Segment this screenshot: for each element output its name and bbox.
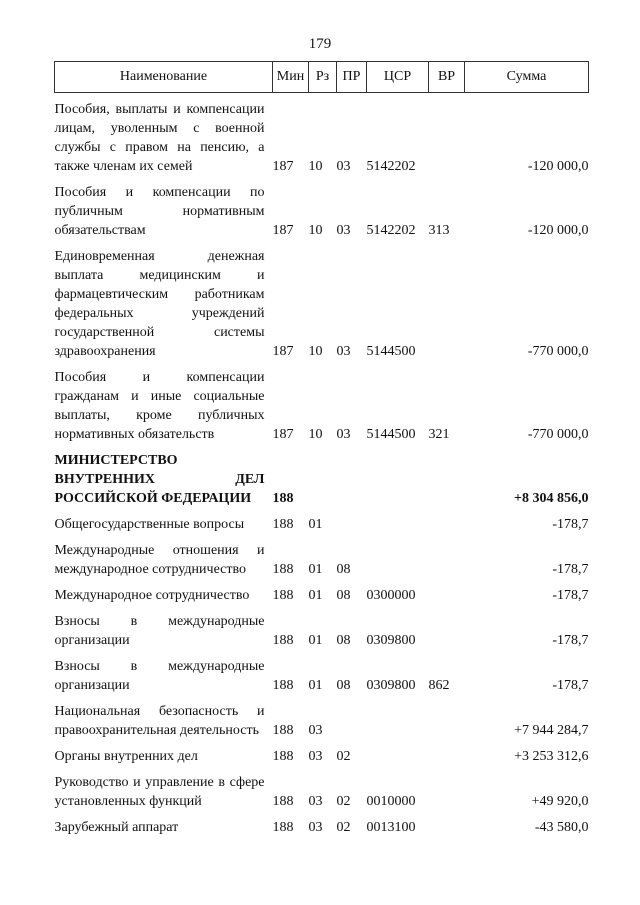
cell-sum: +49 920,0 (531, 794, 589, 809)
cell-pr: 08 (336, 562, 351, 577)
header-sum: Сумма (465, 62, 589, 93)
cell-rz: 01 (308, 633, 323, 648)
budget-table (54, 61, 589, 837)
cell-csr: 5144500 (366, 344, 416, 359)
cell-vr (429, 93, 465, 177)
cell-min: 187 (272, 223, 294, 238)
header-csr: ЦСР (367, 62, 429, 93)
cell-rz: 10 (308, 427, 323, 442)
cell-pr: 02 (336, 749, 351, 764)
cell-vr (429, 240, 465, 361)
cell-vr (429, 811, 465, 837)
cell-pr: 02 (336, 820, 351, 835)
cell-min: 187 (272, 159, 294, 174)
table-body (55, 93, 589, 838)
cell-min: 187 (272, 427, 294, 442)
cell-min: 188 (272, 588, 294, 603)
cell-name: Взносы в международные организации (54, 659, 265, 693)
cell-vr (429, 444, 465, 508)
cell-sum: +3 253 312,6 (514, 749, 589, 764)
cell-min: 188 (272, 678, 294, 693)
cell-rz: 10 (308, 223, 323, 238)
cell-csr (367, 534, 429, 579)
cell-rz: 01 (308, 517, 323, 532)
cell-sum: -120 000,0 (527, 223, 589, 238)
cell-rz: 01 (308, 678, 323, 693)
cell-sum: -770 000,0 (527, 427, 589, 442)
table-row (55, 811, 589, 837)
cell-min: 188 (272, 723, 294, 738)
cell-min: 188 (272, 562, 294, 577)
cell-csr: 0300000 (366, 588, 416, 603)
cell-name: Пособия, выплаты и компенсации лицам, уволенным с военной службы с правом на пенсию, а также членам их семей (54, 102, 265, 174)
cell-pr: 03 (336, 159, 351, 174)
cell-vr (429, 740, 465, 766)
cell-sum: -178,7 (552, 678, 589, 693)
cell-csr: 0010000 (366, 794, 416, 809)
cell-rz: 01 (308, 588, 323, 603)
table-row (55, 740, 589, 766)
cell-csr: 5142202 (366, 159, 416, 174)
cell-rz: 10 (308, 344, 323, 359)
table-row (55, 361, 589, 444)
cell-name: Пособия и компенсации по публичным нормативным обязательствам (54, 185, 265, 238)
cell-csr: 0013100 (366, 820, 416, 835)
cell-sum: -770 000,0 (527, 344, 589, 359)
cell-min: 188 (272, 749, 294, 764)
table-row (55, 176, 589, 240)
cell-vr (429, 605, 465, 650)
cell-name: Национальная безопасность и правоохранительная деятельность (54, 704, 265, 738)
cell-vr: 313 (428, 223, 450, 238)
cell-rz: 03 (308, 794, 323, 809)
table-row (55, 93, 589, 177)
cell-name: Единовременная денежная выплата медицинским и фармацевтическим работникам федеральных учреждений государственной системы здравоохранения (54, 249, 265, 359)
cell-name: Руководство и управление в сфере установленных функций (54, 775, 265, 809)
cell-vr (429, 579, 465, 605)
table-header-row (55, 62, 589, 93)
cell-csr (367, 508, 429, 534)
header-name: Наименование (55, 62, 273, 93)
cell-name: МИНИСТЕРСТВО ВНУТРЕННИХ ДЕЛ РОССИЙСКОЙ ФЕДЕРАЦИИ (54, 453, 265, 506)
cell-pr (337, 508, 367, 534)
cell-min: 188 (272, 794, 294, 809)
table-row (55, 508, 589, 534)
cell-csr: 5144500 (366, 427, 416, 442)
cell-sum: -178,7 (552, 588, 589, 603)
cell-name: Органы внутренних дел (54, 749, 198, 764)
cell-rz: 03 (308, 749, 323, 764)
cell-pr (337, 444, 367, 508)
cell-min: 188 (272, 820, 294, 835)
cell-rz: 03 (308, 820, 323, 835)
cell-csr: 5142202 (366, 223, 416, 238)
cell-sum: +8 304 856,0 (514, 491, 589, 506)
header-min: Мин (273, 62, 309, 93)
cell-min: 188 (272, 491, 294, 506)
header-rz: Рз (309, 62, 337, 93)
cell-csr (367, 695, 429, 740)
header-vr: ВР (429, 62, 465, 93)
cell-vr (429, 695, 465, 740)
cell-min: 188 (272, 633, 294, 648)
cell-sum: -178,7 (552, 517, 589, 532)
table-row (55, 650, 589, 695)
cell-pr: 08 (336, 633, 351, 648)
cell-csr (367, 740, 429, 766)
cell-name: Зарубежный аппарат (54, 820, 179, 835)
cell-pr (337, 695, 367, 740)
cell-csr: 0309800 (366, 678, 416, 693)
cell-sum: -178,7 (552, 562, 589, 577)
cell-sum: -43 580,0 (534, 820, 589, 835)
header-pr: ПР (337, 62, 367, 93)
cell-vr (429, 534, 465, 579)
cell-name: Взносы в международные организации (54, 614, 265, 648)
cell-name: Международное сотрудничество (54, 588, 250, 603)
table-row (55, 534, 589, 579)
table-row (55, 605, 589, 650)
cell-min: 188 (272, 517, 294, 532)
cell-vr (429, 766, 465, 811)
cell-pr: 03 (336, 344, 351, 359)
cell-name: Общегосударственные вопросы (54, 517, 245, 532)
cell-rz: 03 (308, 723, 323, 738)
cell-pr: 08 (336, 588, 351, 603)
cell-pr: 08 (336, 678, 351, 693)
cell-rz: 01 (308, 562, 323, 577)
table-row (55, 766, 589, 811)
cell-pr: 03 (336, 223, 351, 238)
cell-sum: +7 944 284,7 (514, 723, 589, 738)
cell-name: Международные отношения и международное сотрудничество (54, 543, 265, 577)
cell-vr: 862 (428, 678, 450, 693)
table-row (55, 240, 589, 361)
cell-rz: 10 (308, 159, 323, 174)
cell-csr: 0309800 (366, 633, 416, 648)
cell-pr: 02 (336, 794, 351, 809)
cell-name: Пособия и компенсации гражданам и иные социальные выплаты, кроме публичных нормативных обязательств (54, 370, 265, 442)
cell-pr: 03 (336, 427, 351, 442)
cell-sum: -178,7 (552, 633, 589, 648)
cell-vr (429, 508, 465, 534)
cell-csr (367, 444, 429, 508)
cell-rz (309, 444, 337, 508)
table-row (55, 579, 589, 605)
table-row (55, 444, 589, 508)
cell-vr: 321 (428, 427, 450, 442)
page-number: 179 (308, 36, 332, 52)
cell-min: 187 (272, 344, 294, 359)
cell-sum: -120 000,0 (527, 159, 589, 174)
table-row (55, 695, 589, 740)
